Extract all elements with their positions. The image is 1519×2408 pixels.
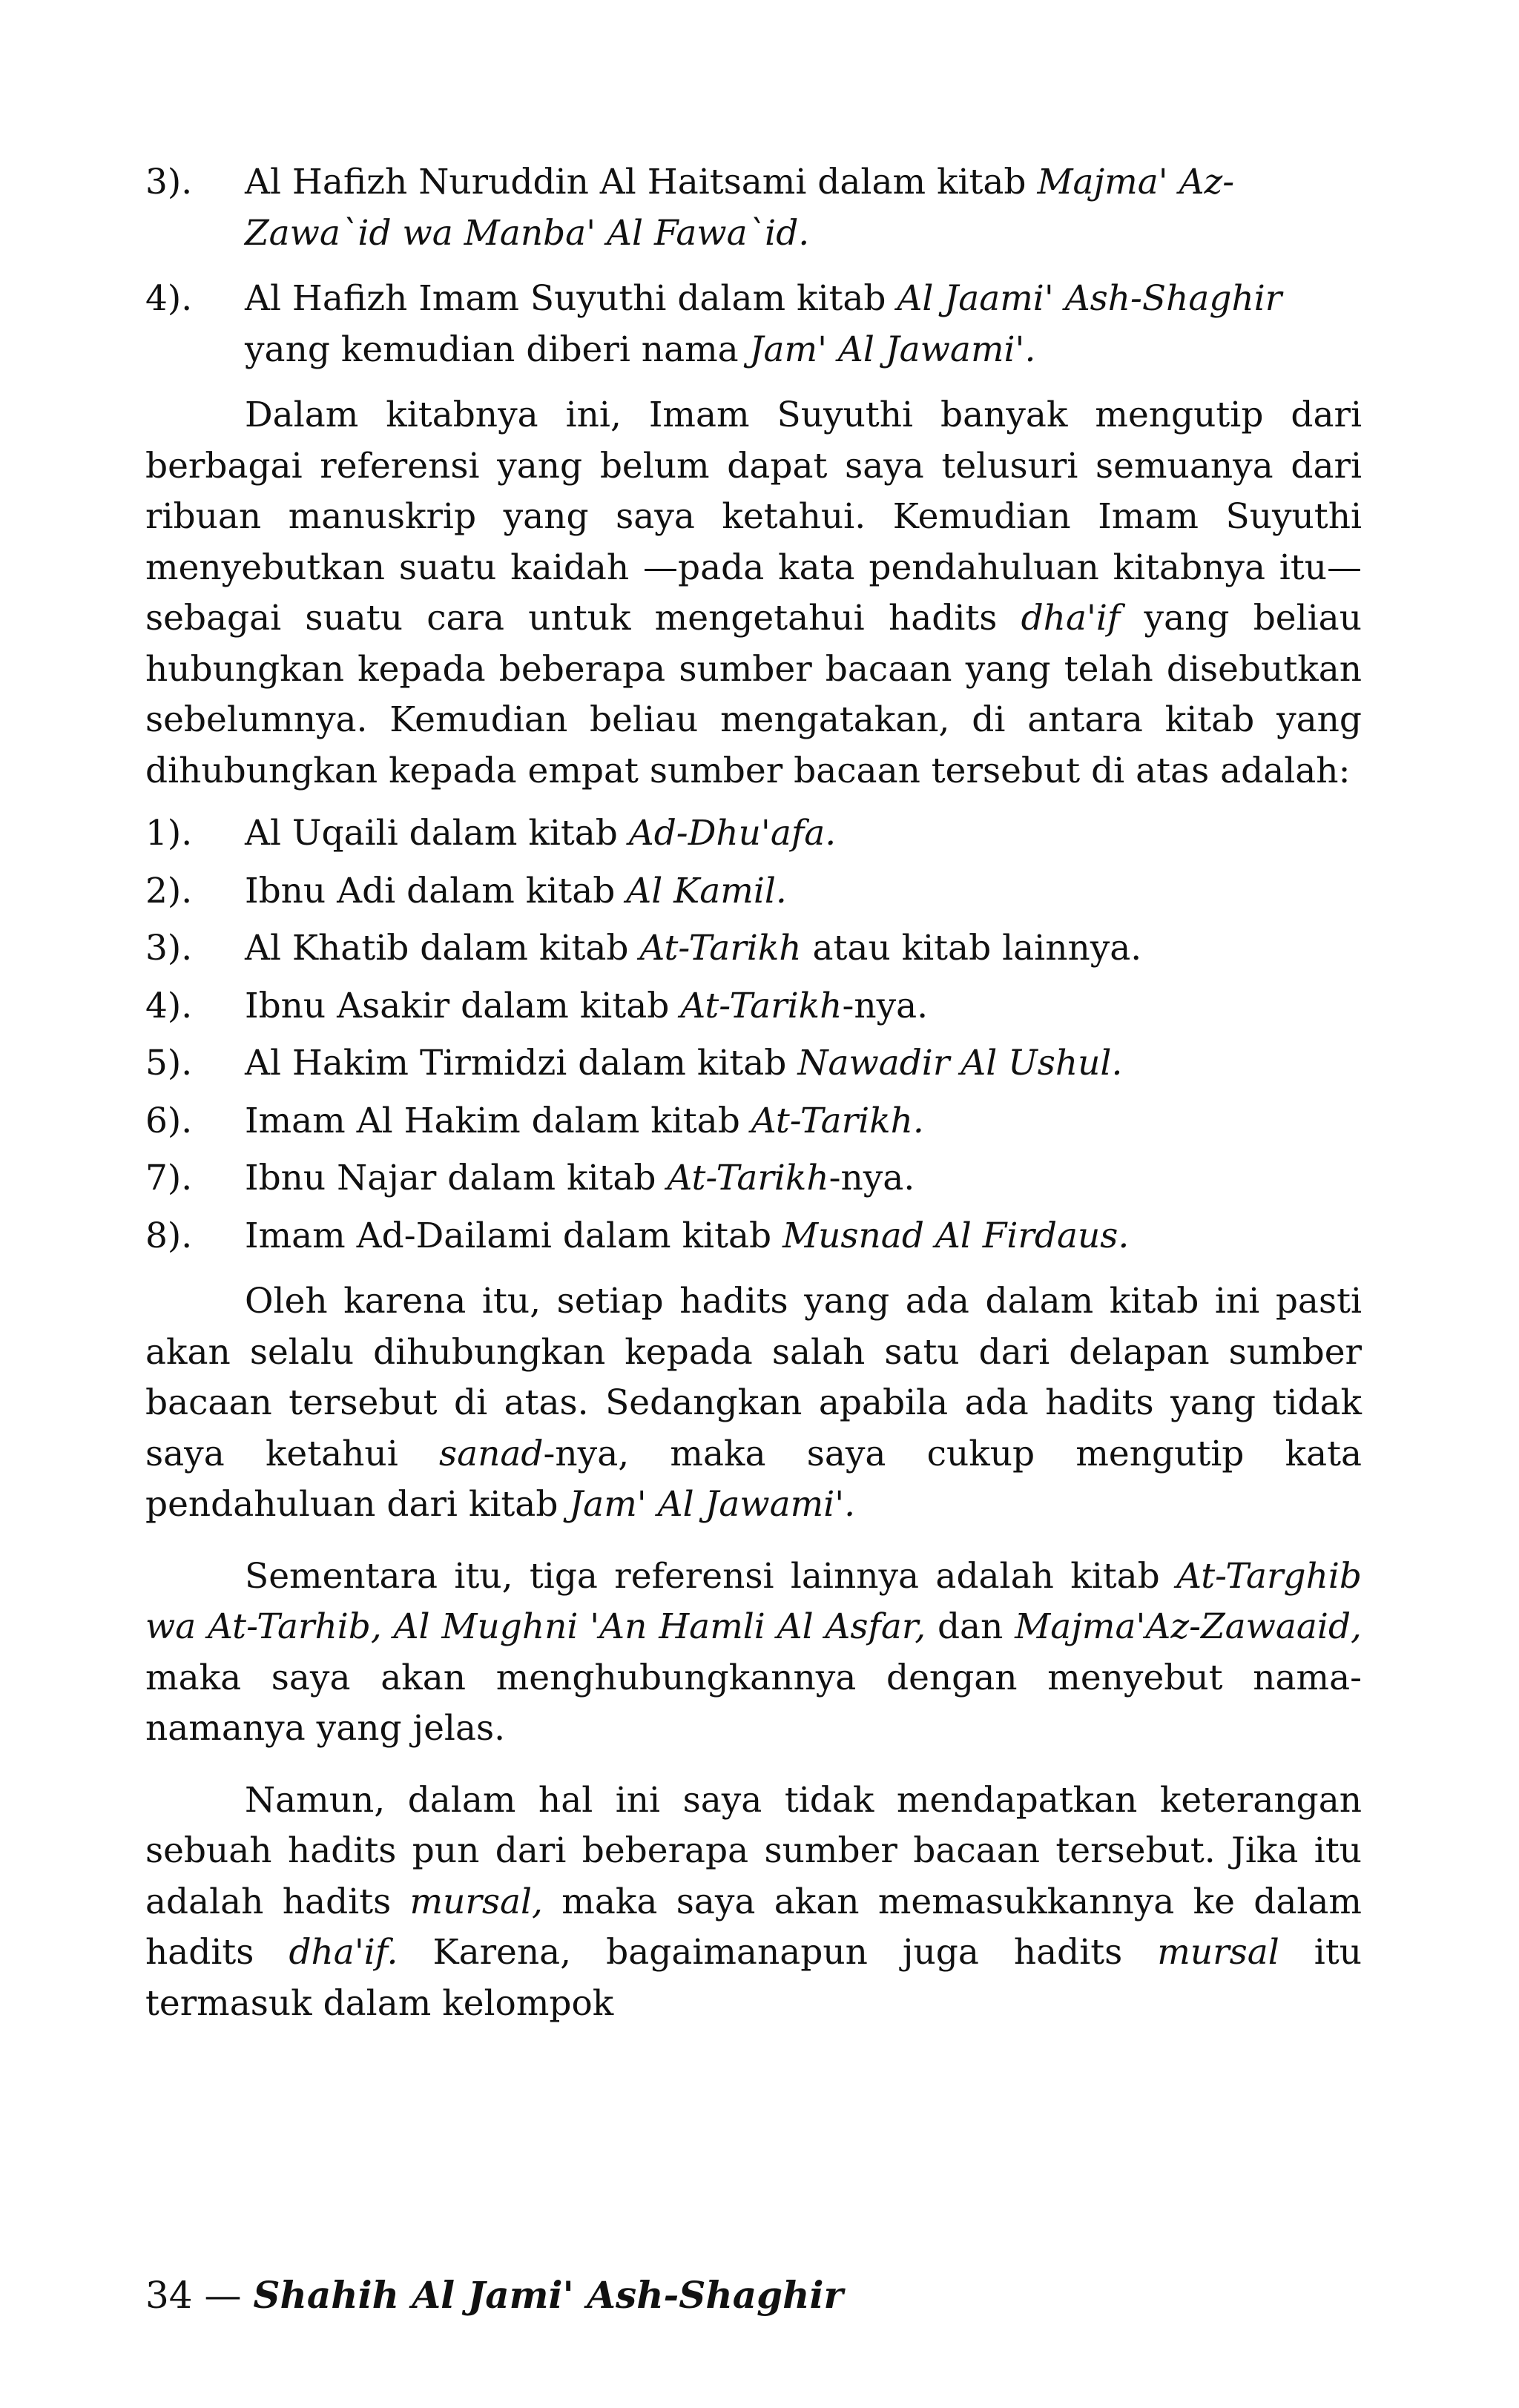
- text-run: Al Hafizh Imam Suyuthi dalam kitab: [245, 278, 897, 319]
- paragraph: [145, 1276, 1362, 1531]
- book-title: At-Tarikh: [639, 928, 802, 969]
- list-number: 3).: [145, 162, 193, 202]
- list-number: 4).: [145, 278, 193, 319]
- text-run: -nya, maka saya cukup mengutip kata pendahuluan dari kitab: [145, 1433, 1362, 1525]
- text-run: Oleh karena itu, setiap hadits yang ada dalam kitab ini pasti akan selalu dihubungkan kepada salah satu dari delapan sumber bacaan tersebut di atas. Sedangkan apabila ada hadits yang tidak saya ketahui: [145, 1281, 1362, 1474]
- text-run: dan: [926, 1606, 1015, 1647]
- list-item: [145, 1038, 1362, 1089]
- term: sanad: [438, 1433, 544, 1474]
- list-number: 3).: [145, 928, 193, 969]
- text-run: Al Uqaili dalam kitab: [245, 813, 629, 854]
- list-text: [245, 1096, 1362, 1147]
- book-title: Majma'Az-Zawaaid,: [1015, 1606, 1362, 1647]
- list-number: 5).: [145, 1043, 193, 1083]
- list-text: [245, 1153, 1362, 1204]
- text-run: Namun, dalam hal ini saya tidak mendapatkan keterangan sebuah hadits pun dari beberapa sumber bacaan tersebut. Jika itu adalah hadits: [145, 1779, 1362, 1922]
- list-text: [245, 866, 1362, 917]
- book-title: Ad-Dhu'afa.: [628, 813, 837, 854]
- book-title: Al Kamil.: [626, 870, 787, 911]
- list-text: [245, 1211, 1362, 1262]
- list-item: [145, 1096, 1362, 1147]
- text-run: maka saya akan memasukkannya ke dalam hadits: [145, 1881, 1362, 1973]
- list-item: [145, 866, 1362, 917]
- list-item: [145, 1211, 1362, 1262]
- paragraph: [145, 1551, 1362, 1755]
- term: mursal: [1157, 1932, 1279, 1973]
- book-title: Jam' Al Jawami'.: [569, 1484, 856, 1525]
- text-run: Karena, bagaimanapun juga hadits: [398, 1932, 1158, 1973]
- list-number: 4).: [145, 985, 193, 1026]
- list-number: 8).: [145, 1215, 193, 1256]
- list-text: [245, 274, 1362, 375]
- page-footer: [145, 2273, 843, 2318]
- list-text: [245, 1038, 1362, 1089]
- book-title: At-Tarikh: [680, 985, 843, 1026]
- text-run: Sementara itu, tiga referensi lainnya adalah kitab: [245, 1555, 1177, 1597]
- text-run: atau kitab lainnya.: [801, 928, 1142, 969]
- list-text: [245, 157, 1362, 259]
- text-run: itu termasuk dalam kelompok: [145, 1932, 1362, 2024]
- book-title: At-Tarikh.: [751, 1100, 924, 1141]
- book-title: At-Tarikh: [667, 1158, 829, 1198]
- term: dha'if: [1021, 598, 1121, 639]
- text-run: Dalam kitabnya ini, Imam Suyuthi banyak mengutip dari berbagai referensi yang belum dapat saya telusuri semuanya dari ribuan manuskrip yang saya ketahui. Kemudian Imam Suyuthi menyebutkan suatu kaidah —pada kata pendahuluan kitabnya itu— sebagai suatu cara untuk mengetahui hadits: [145, 395, 1362, 639]
- text-run: Ibnu Adi dalam kitab: [245, 870, 627, 911]
- list-item: [145, 157, 1362, 259]
- source-list-b: [145, 808, 1362, 1261]
- list-item: [145, 923, 1362, 974]
- text-run: -nya.: [842, 985, 929, 1026]
- footer-dash: —: [192, 2274, 254, 2317]
- list-item: [145, 808, 1362, 860]
- paragraph: [145, 1775, 1362, 2030]
- list-number: 7).: [145, 1158, 193, 1198]
- page-number: 34: [145, 2274, 193, 2317]
- page-body: [145, 157, 1362, 2029]
- list-item: [145, 1153, 1362, 1204]
- text-run: Al Hafizh Nuruddin Al Haitsami dalam kitab: [245, 162, 1038, 202]
- text-run: Ibnu Najar dalam kitab: [245, 1158, 668, 1198]
- text-run: Imam Ad-Dailami dalam kitab: [245, 1215, 783, 1256]
- text-run: Imam Al Hakim dalam kitab: [245, 1100, 751, 1141]
- list-number: 1).: [145, 813, 193, 854]
- source-list-a: [145, 157, 1362, 375]
- book-title: At-Targhib wa At-Tarhib, Al Mughni 'An Hamli Al Asfar,: [145, 1555, 1362, 1647]
- book-title: Musnad Al Firdaus.: [782, 1215, 1130, 1256]
- text-run: Ibnu Asakir dalam kitab: [245, 985, 681, 1026]
- list-text: [245, 981, 1362, 1032]
- book-title: Nawadir Al Ushul.: [797, 1043, 1123, 1083]
- list-number: 2).: [145, 870, 193, 911]
- text-run: yang beliau hubungkan kepada beberapa sumber bacaan yang telah disebutkan sebelumnya. Kemudian beliau mengatakan, di antara kitab yang dihubungkan kepada empat sumber bacaan tersebut di atas adalah:: [145, 598, 1362, 791]
- text-run: yang kemudian diberi nama: [245, 329, 750, 370]
- list-text: [245, 923, 1362, 974]
- book-title: Jam' Al Jawami'.: [749, 329, 1036, 370]
- running-title: Shahih Al Jami' Ash-Shaghir: [253, 2273, 843, 2317]
- list-item: [145, 981, 1362, 1032]
- list-text: [245, 808, 1362, 860]
- term: mursal,: [409, 1881, 543, 1922]
- paragraph: [145, 390, 1362, 796]
- book-title: Al Jaami' Ash-Shaghir: [897, 278, 1282, 319]
- term: dha'if.: [289, 1932, 398, 1973]
- text-run: -nya.: [828, 1158, 915, 1198]
- list-number: 6).: [145, 1100, 193, 1141]
- book-title: Majma' Az-Zawa`id wa Manba' Al Fawa`id.: [245, 162, 1235, 254]
- text-run: Al Khatib dalam kitab: [245, 928, 640, 969]
- list-item: [145, 274, 1362, 375]
- text-run: maka saya akan menghubungkannya dengan menyebut nama-namanya yang jelas.: [145, 1657, 1362, 1749]
- text-run: Al Hakim Tirmidzi dalam kitab: [245, 1043, 798, 1083]
